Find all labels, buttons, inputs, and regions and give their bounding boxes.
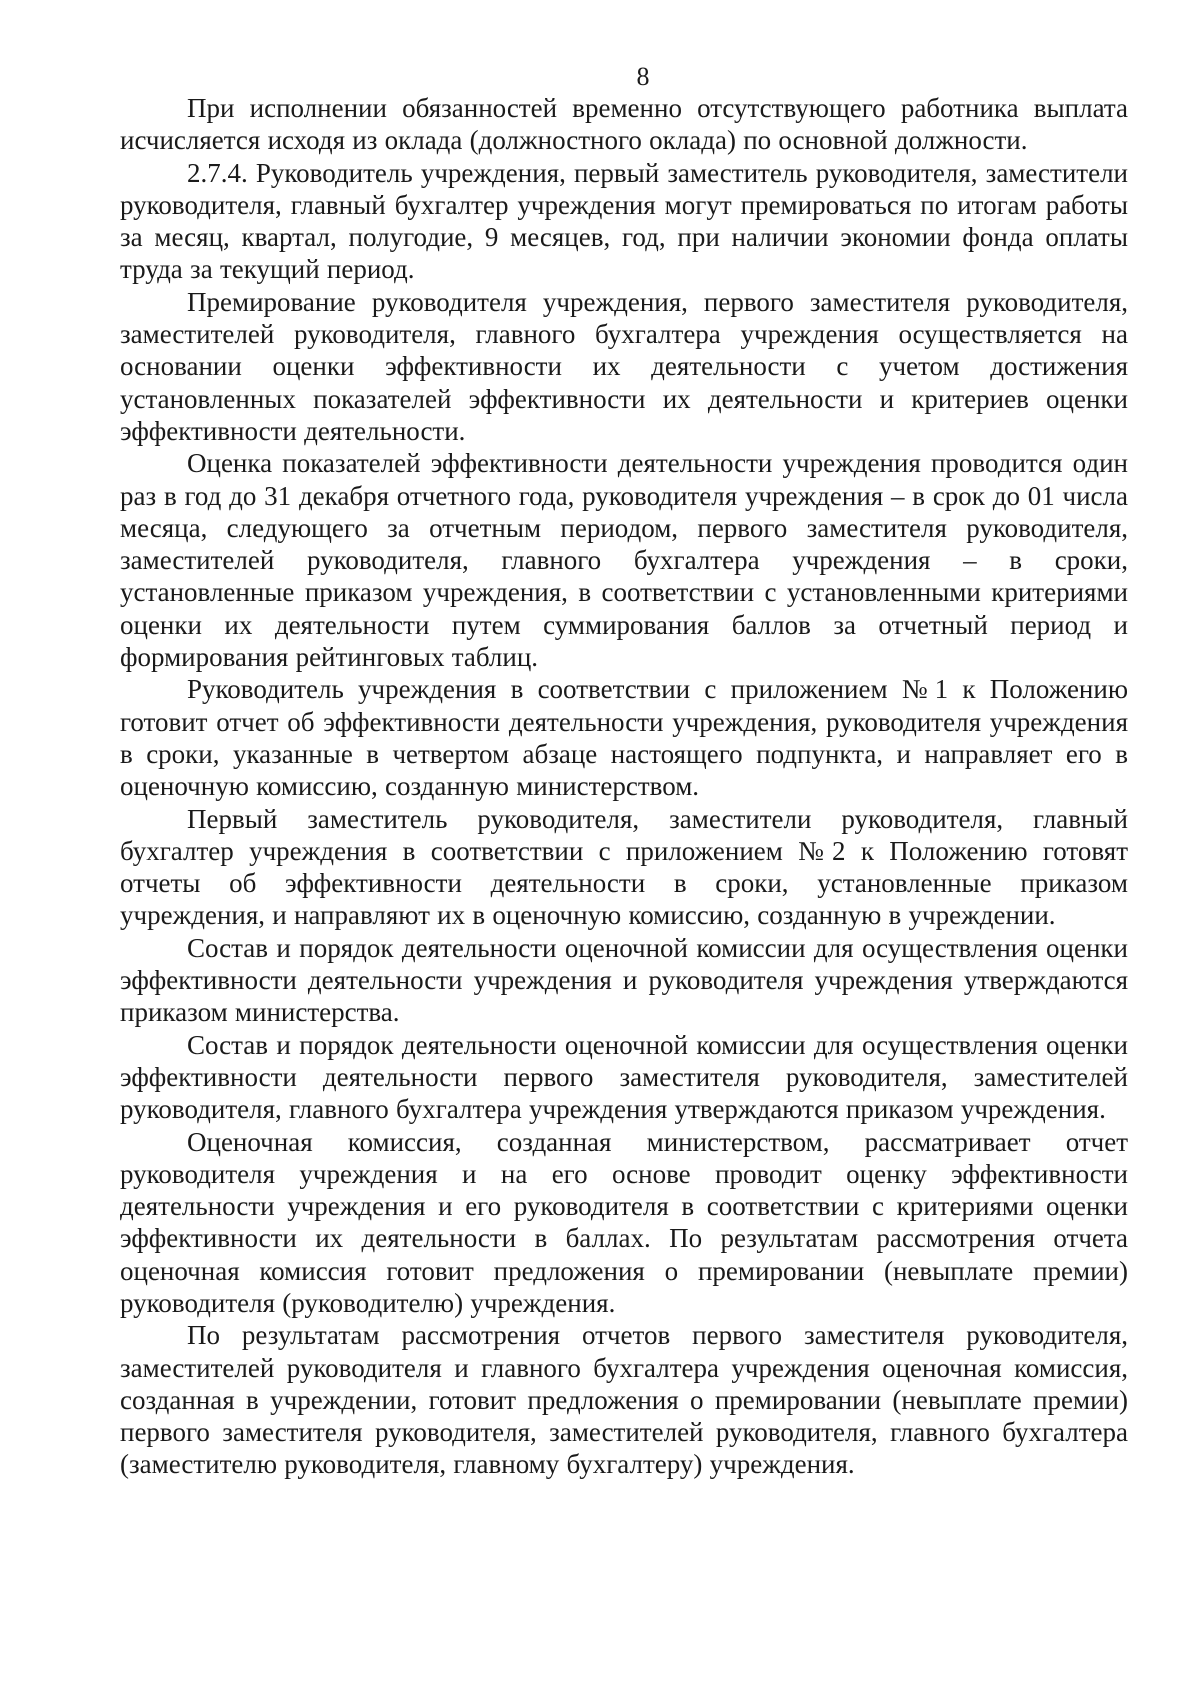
paragraph-institution-review: По результатам рассмотрения отчетов первого заместителя руководителя, заместителей руководителя и главного бухгалтера учреждения оценочная комиссия, созданная в учреждении, готовит предложения о премировании (невыплате премии) первого заместителя руководителя, заместителей руководителя, главного бухгалтера (заместителю руководителя, главному бухгалтеру) учреждения. bbox=[120, 1320, 1128, 1480]
page-number: 8 bbox=[636, 62, 650, 91]
paragraph-deputy-reports: Первый заместитель руководителя, заместители руководителя, главный бухгалтер учреждения в соответствии с приложением №2 к Положению готовят отчеты об эффективности деятельности в сроки, установленные приказом учреждения, и направляют их в оценочную комиссию, созданную в учреждении. bbox=[120, 803, 1128, 931]
paragraph-ministry-commission: Состав и порядок деятельности оценочной комиссии для осуществления оценки эффективности деятельности учреждения и руководителя учреждения утверждаются приказом министерства. bbox=[120, 932, 1128, 1028]
paragraph-ministry-review: Оценочная комиссия, созданная министерством, рассматривает отчет руководителя учреждения и на его основе проводит оценку эффективности деятельности учреждения и его руководителя в соответствии с критериями оценки эффективности их деятельности в баллах. По результатам рассмотрения отчета оценочная комиссия готовит предложения о премировании (невыплате премии) руководителя (руководителю) учреждения. bbox=[120, 1126, 1128, 1318]
paragraph-institution-commission: Состав и порядок деятельности оценочной комиссии для осуществления оценки эффективности деятельности первого заместителя руководителя, заместителей руководителя, главного бухгалтера учреждения утверждаются приказом учреждения. bbox=[120, 1029, 1128, 1125]
paragraph-temporary-absence: При исполнении обязанностей временно отсутствующего работника выплата исчисляется исходя из оклада (должностного оклада) по основной должности. bbox=[120, 93, 1128, 156]
paragraph-bonus-basis: Премирование руководителя учреждения, первого заместителя руководителя, заместителей руководителя, главного бухгалтера учреждения осуществляется на основании оценки эффективности их деятельности с учетом достижения установленных показателей эффективности их деятельности и критериев оценки эффективности деятельности. bbox=[120, 286, 1128, 446]
paragraph-2-7-4: 2.7.4. Руководитель учреждения, первый заместитель руководителя, заместители руководителя, главный бухгалтер учреждения могут премироваться по итогам работы за месяц, квартал, полугодие, 9 месяцев, год, при наличии экономии фонда оплаты труда за текущий период. bbox=[120, 157, 1128, 285]
paragraph-evaluation-timing: Оценка показателей эффективности деятельности учреждения проводится один раз в год до 31 декабря отчетного года, руководителя учреждения – в срок до 01 числа месяца, следующего за отчетным периодом, первого заместителя руководителя, заместителей руководителя, главного бухгалтера учреждения – в сроки, установленные приказом учреждения, в соответствии с установленными критериями оценки их деятельности путем суммирования баллов за отчетный период и формирования рейтинговых таблиц. bbox=[120, 448, 1128, 673]
paragraph-head-report: Руководитель учреждения в соответствии с приложением №1 к Положению готовит отчет об эффективности деятельности учреждения, руководителя учреждения в сроки, указанные в четвертом абзаце настоящего подпункта, и направляет его в оценочную комиссию, созданную министерством. bbox=[120, 674, 1128, 802]
